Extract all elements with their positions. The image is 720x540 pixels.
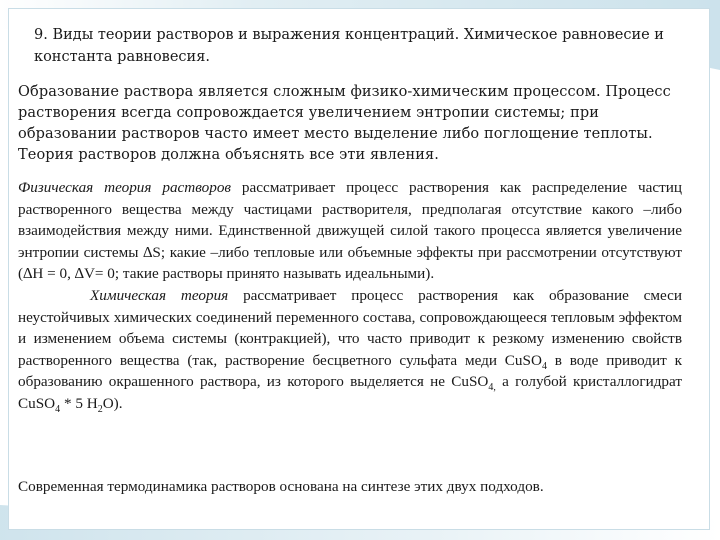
chemical-text: в воде приводит к образованию окрашенного раствора, из которого выделяется не bbox=[18, 351, 682, 391]
physical-theory-paragraph bbox=[18, 177, 682, 285]
physical-text: ; такие растворы принято называть идеальными). bbox=[114, 265, 435, 283]
formula-cuso4: CuSO$_{4,}$ bbox=[451, 373, 496, 394]
formula-crystalhydrate: CuSO$_4$ * 5 $H_2O$ bbox=[18, 394, 114, 415]
enthalpy-volume-values: ∆H = 0, ∆V= 0 bbox=[23, 265, 115, 283]
chemical-text: а голубой кристаллогидрат bbox=[495, 373, 683, 391]
chemical-text: ). bbox=[113, 394, 123, 412]
chemical-text: рассматривает процесс растворения как образование смеси неустойчивых химических соединений переменного состава, сопровождающееся тепловым эффектом и изменением объема системы (контракцией), что часто приводит к резкому изменению свойств растворенного вещества (так, растворение бесцветного сульфата меди bbox=[18, 286, 682, 369]
conclusion-paragraph: Современная термодинамика растворов основана на синтезе этих двух подходов. bbox=[18, 478, 544, 495]
theory-section bbox=[18, 177, 682, 415]
physical-text: ; какие –либо тепловые или объемные эффекты при рассмотрении отсутствуют ( bbox=[18, 243, 683, 283]
chemical-theory-paragraph bbox=[18, 285, 682, 415]
slide-title: 9. Виды теории растворов и выражения концентраций. Химическое равновесие и константа равновесия. bbox=[34, 27, 664, 65]
intro-paragraph: Образование раствора является сложным физико-химическим процессом. Процесс растворения всегда сопровождается увеличением энтропии системы; при образовании растворов часто имеет место выделение либо поглощение теплоты. Теория растворов должна объяснять все эти явления. bbox=[18, 84, 671, 163]
physical-theory-term: Физическая теория растворов bbox=[18, 179, 232, 196]
chemical-theory-term: Химическая теория bbox=[90, 286, 229, 304]
entropy-symbol: ∆S bbox=[143, 243, 161, 261]
physical-text: рассматривает процесс растворения как распределение частиц растворенного вещества между частицами растворителя, предполагая отсутствие какого –либо взаимодействия между ними. Единственной движущей силой такого процесса является увеличение энтропии системы bbox=[18, 179, 683, 261]
formula-cuso4: CuSO$_4$ bbox=[504, 351, 547, 372]
